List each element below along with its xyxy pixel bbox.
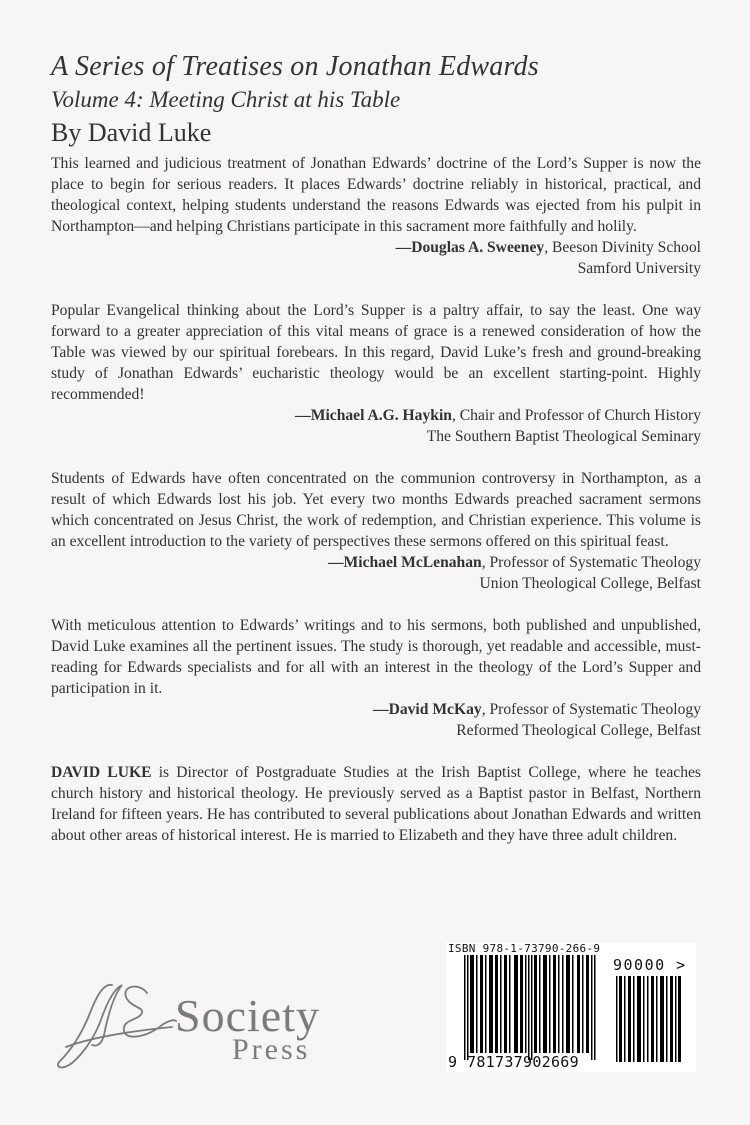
barcode-number: 781737902669 bbox=[467, 1053, 579, 1071]
author-bio-body: is Director of Postgraduate Studies at the Irish Baptist College, where he teaches church history and historical theology. He previously served as a Baptist pastor in Belfast, Northern Ireland for fifteen years. He has contributed to several publications about Jonathan Edwards and written about other areas of historical interest. He is married to Elizabeth and they have three adult children. bbox=[51, 764, 701, 844]
endorser-name: —Michael A.G. Haykin bbox=[295, 407, 452, 424]
endorser-role: , Professor of Systematic Theology bbox=[481, 554, 701, 571]
price-addon-bars bbox=[616, 976, 686, 1062]
endorsement-text: Students of Edwards have often concentrated on the communion controversy in Northampton, as a result of which Edwards lost his job. Yet every two months Edwards preached sacrament sermons which concentrated on Jesus Christ, the work of redemption, and Christian experience. This volume is an excellent introduction to the variety of perspectives these sermons offered on this spiritual feast. bbox=[51, 470, 701, 550]
endorser-name: —Douglas A. Sweeney bbox=[395, 239, 545, 256]
isbn-label: ISBN 978-1-73790-266-9 bbox=[448, 942, 601, 955]
endorsement bbox=[51, 300, 701, 447]
author-line: By David Luke bbox=[51, 118, 212, 147]
series-title: A Series of Treatises on Jonathan Edwards bbox=[51, 51, 539, 82]
endorser-role: , Chair and Professor of Church History bbox=[451, 407, 701, 424]
endorser-role: , Professor of Systematic Theology bbox=[481, 701, 701, 718]
publisher-name-press: Press bbox=[232, 1033, 311, 1066]
je-monogram-icon bbox=[52, 975, 192, 1075]
endorsement-text: Popular Evangelical thinking about the Lord’s Supper is a paltry affair, to say the least. One way forward to a greater appreciation of this vital means of grace is a renewed consideration of how the Table was viewed by our spiritual forebears. In this regard, David Luke’s fresh and ground-breaking study of Jonathan Edwards’ eucharistic theology would be an excellent starting-point. Highly recommended! bbox=[51, 302, 701, 403]
endorsement-attribution bbox=[51, 237, 701, 279]
endorser-name: —David McKay bbox=[372, 701, 482, 718]
author-bio-text bbox=[51, 762, 701, 846]
endorser-institution: Union Theological College, Belfast bbox=[479, 575, 701, 592]
publisher-logo bbox=[52, 975, 352, 1075]
endorsement bbox=[51, 468, 701, 594]
endorsement-text: This learned and judicious treatment of Jonathan Edwards’ doctrine of the Lord’s Supper is now the place to begin for serious readers. It places Edwards’ doctrine reliably in historical, practical, and theological context, helping students understand the reasons Edwards was ejected from his pulpit in Northampton—and helping Christians participate in this sacrament more faithfully and holily. bbox=[51, 155, 701, 235]
endorsement-attribution bbox=[51, 699, 701, 741]
cover-header bbox=[51, 50, 539, 149]
volume-title: Volume 4: Meeting Christ at his Table bbox=[51, 87, 401, 112]
publisher-name-society: Society bbox=[175, 990, 320, 1041]
endorser-institution: The Southern Baptist Theological Seminary bbox=[426, 428, 701, 445]
barcode-lead-digit: 9 bbox=[448, 1053, 458, 1071]
endorser-institution: Samford University bbox=[577, 260, 701, 277]
back-cover-content bbox=[51, 153, 701, 846]
endorsement-attribution bbox=[51, 405, 701, 447]
author-bio bbox=[51, 762, 701, 846]
endorser-role: , Beeson Divinity School bbox=[544, 239, 701, 256]
author-bio-name: DAVID LUKE bbox=[51, 764, 152, 781]
isbn-barcode bbox=[446, 942, 696, 1072]
barcode-bars bbox=[464, 955, 604, 1060]
endorser-name: —Michael McLenahan bbox=[327, 554, 482, 571]
endorser-institution: Reformed Theological College, Belfast bbox=[456, 722, 701, 739]
endorsement-attribution bbox=[51, 552, 701, 594]
endorsement-text: With meticulous attention to Edwards’ writings and to his sermons, both published and unpublished, David Luke examines all the pertinent issues. The study is thorough, yet readable and accessible, must-reading for Edwards specialists and for all with an interest in the theology of the Lord’s Supper and participation in it. bbox=[51, 617, 701, 697]
endorsement bbox=[51, 615, 701, 741]
price-addon-number: 90000 > bbox=[613, 956, 687, 974]
endorsement bbox=[51, 153, 701, 279]
